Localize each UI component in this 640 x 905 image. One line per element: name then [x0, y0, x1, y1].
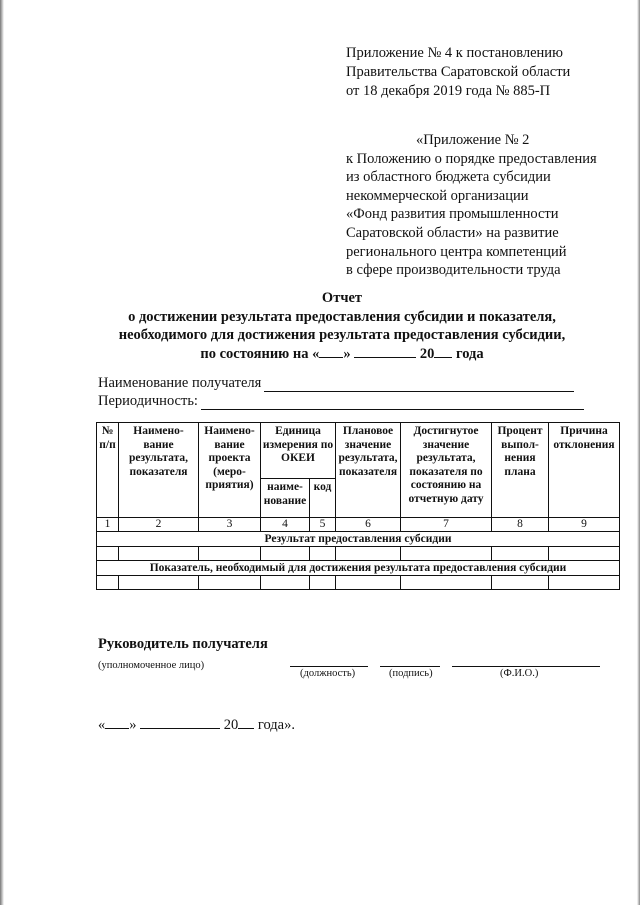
year-blank[interactable]	[434, 345, 452, 358]
section-indicator-row	[97, 561, 620, 576]
appendix-ref-header	[346, 131, 626, 280]
report-date-line	[60, 345, 624, 364]
recipient-label: Наименование получателя	[98, 375, 262, 391]
header-unit-group: Единица измерения по ОКЕИ	[261, 423, 336, 479]
column-number: 8	[492, 518, 549, 532]
date-prefix: по состоянию на «	[200, 345, 320, 362]
table-cell[interactable]	[119, 547, 199, 561]
footer-date-suffix: года».	[254, 717, 295, 733]
header-planned: Плановое значение результата, показателя	[336, 423, 401, 518]
appendix-main-line: от 18 декабря 2019 года № 885-П	[346, 83, 551, 99]
table-cell[interactable]	[310, 576, 336, 590]
table-cell[interactable]	[310, 547, 336, 561]
column-number-row	[97, 518, 620, 532]
appendix-ref-line: «Приложение № 2	[416, 132, 530, 148]
fio-line[interactable]	[452, 666, 600, 667]
column-number: 9	[549, 518, 620, 532]
header-project-name: Наимено-вание проекта (меро-приятия)	[199, 423, 261, 518]
column-number: 3	[199, 518, 261, 532]
section-indicator-title: Показатель, необходимый для достижения результата предоставления субсидии	[97, 561, 620, 576]
table-cell[interactable]	[119, 576, 199, 590]
appendix-ref-line: к Положению о порядке предоставления	[346, 150, 597, 167]
footer-date-prefix: «	[98, 717, 106, 733]
footer-date-mid: »	[129, 717, 141, 733]
table-cell[interactable]	[401, 576, 492, 590]
year-prefix: 20	[416, 345, 435, 362]
date-mid: »	[343, 345, 355, 362]
periodicity-row	[98, 392, 598, 410]
appendix-ref-line: в сфере производительности труда	[346, 262, 561, 279]
table-row	[97, 547, 620, 561]
recipient-row	[98, 374, 598, 392]
appendix-ref-line: Саратовской области» на развитие	[346, 224, 559, 241]
appendix-ref-line: из областного бюджета субсидии	[346, 169, 551, 186]
day-blank[interactable]	[319, 345, 343, 358]
table-cell[interactable]	[336, 576, 401, 590]
periodicity-label: Периодичность:	[98, 393, 198, 409]
footer-month-blank[interactable]	[140, 716, 220, 729]
date-suffix: года	[452, 345, 484, 362]
table-cell[interactable]	[261, 576, 310, 590]
appendix-ref-line: регионального центра компетенций	[346, 243, 567, 260]
head-label: Руководитель получателя	[98, 636, 268, 652]
table-cell[interactable]	[97, 547, 119, 561]
table-cell[interactable]	[401, 547, 492, 561]
appendix-main-line: Приложение № 4 к постановлению	[346, 45, 563, 61]
column-number: 7	[401, 518, 492, 532]
scan-edge-left	[0, 0, 4, 905]
table-cell[interactable]	[492, 576, 549, 590]
recipient-input-line[interactable]	[264, 378, 574, 392]
report-heading: Отчет	[321, 290, 363, 306]
header-reason: Причина отклонения	[549, 423, 620, 518]
footer-day-blank[interactable]	[105, 716, 129, 729]
column-number: 4	[261, 518, 310, 532]
header-unit-name: наиме-нование	[261, 479, 310, 518]
table-cell[interactable]	[97, 576, 119, 590]
periodicity-input-line[interactable]	[201, 396, 584, 410]
section-result-row	[97, 532, 620, 547]
table-cell[interactable]	[492, 547, 549, 561]
report-title	[60, 289, 624, 363]
position-label: (должность)	[300, 668, 356, 679]
table-cell[interactable]	[549, 576, 620, 590]
signature-label: (подпись)	[389, 668, 433, 679]
appendix-ref-line: «Фонд развития промышленности	[346, 206, 559, 223]
column-number: 5	[310, 518, 336, 532]
report-title-line: о достижении результата предоставления субсидии и показателя,	[128, 308, 556, 325]
appendix-main-header	[346, 44, 626, 101]
header-unit-code: код	[310, 479, 336, 518]
table-cell[interactable]	[199, 547, 261, 561]
table-cell[interactable]	[336, 547, 401, 561]
header-percent: Процент выпол-нения плана	[492, 423, 549, 518]
appendix-main-line: Правительства Саратовской области	[346, 64, 571, 80]
report-title-line: необходимого для достижения результата предоставления субсидии,	[118, 327, 566, 343]
table-cell[interactable]	[549, 547, 620, 561]
month-blank[interactable]	[354, 345, 416, 358]
table-row	[97, 576, 620, 590]
column-number: 6	[336, 518, 401, 532]
fio-label: (Ф.И.О.)	[500, 668, 539, 679]
authorized-label: (уполномоченное лицо)	[98, 660, 205, 671]
report-table	[96, 422, 620, 590]
recipient-fields	[98, 374, 598, 410]
column-number: 2	[119, 518, 199, 532]
position-line[interactable]	[290, 666, 368, 667]
header-num: № п/п	[97, 423, 119, 518]
column-number: 1	[97, 518, 119, 532]
header-result-name: Наимено-вание результата, показателя	[119, 423, 199, 518]
section-result-title: Результат предоставления субсидии	[97, 532, 620, 547]
signature-line[interactable]	[380, 666, 440, 667]
footer-year-prefix: 20	[220, 717, 239, 733]
table-cell[interactable]	[261, 547, 310, 561]
footer-year-blank[interactable]	[238, 716, 254, 729]
footer-date-line	[98, 716, 295, 734]
table-cell[interactable]	[199, 576, 261, 590]
header-achieved: Достигнутое значение результата, показателя по состоянию на отчетную дату	[401, 423, 492, 518]
appendix-ref-line: некоммерческой организации	[346, 187, 529, 204]
